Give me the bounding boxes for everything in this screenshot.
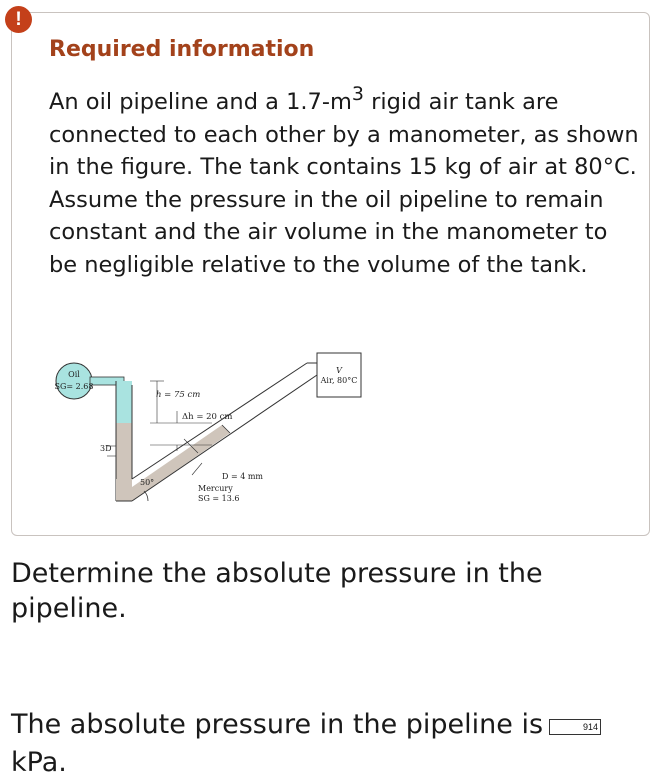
required-info-card [11, 12, 650, 536]
h-label: h = 75 cm [156, 390, 201, 400]
body-superscript: 3 [351, 82, 364, 105]
card-heading: Required information [49, 37, 315, 62]
angle-label: 50° [140, 478, 155, 487]
mercury-sg-label: SG = 13.6 [198, 494, 240, 503]
question-text: Determine the absolute pressure in the pipeline. [11, 558, 543, 624]
answer-input[interactable]: 914 [549, 719, 601, 735]
manometer-figure [52, 351, 362, 521]
card-body-text [49, 82, 639, 281]
tank-v-label: V [336, 366, 342, 375]
answer-line [11, 706, 661, 782]
oil-pipe-circle [56, 363, 92, 399]
air-tank [317, 353, 361, 397]
oil-label: Oil [68, 370, 80, 379]
oil-sg-label: SG= 2.68 [54, 382, 94, 391]
left-leg-oil [116, 381, 132, 423]
d-label: D = 4 mm [222, 472, 264, 481]
mercury-label: Mercury [198, 484, 233, 493]
alert-icon: ! [5, 6, 32, 33]
answer-unit: kPa. [11, 747, 67, 778]
body-text-start: An oil pipeline and a 1.7-m [49, 89, 352, 115]
dh-label: Δh = 20 cm [182, 412, 233, 422]
tank-air-label: Air, 80°C [320, 376, 358, 385]
body-text-end: rigid air tank are connected to each other by a manometer, as shown in the figure. The tank contains 15 kg of air at 80°C. Assume the pressure in the oil pipeline to remain constant and the air volume in the manometer to be negligible relative to the volume of the tank. [49, 89, 639, 278]
answer-prefix: The absolute pressure in the pipeline is [11, 709, 544, 740]
3d-label: 3D [100, 444, 112, 453]
